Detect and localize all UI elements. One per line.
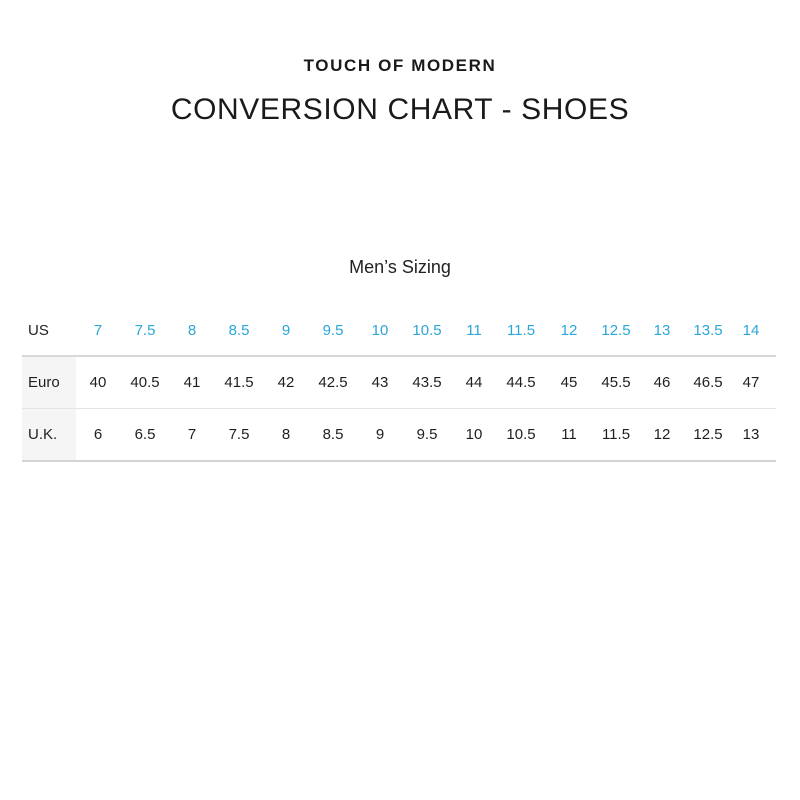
us-size-cell: 9.5 (322, 321, 344, 339)
row-label-uk: U.K. (22, 409, 76, 460)
euro-size-cell: 41.5 (224, 374, 254, 391)
us-size-cell: 13.5 (693, 321, 723, 339)
uk-size-cell: 8 (281, 426, 291, 443)
uk-size-cell: 13 (742, 426, 760, 443)
euro-size-cell: 42.5 (318, 374, 348, 391)
uk-size-cell: 12.5 (693, 426, 723, 443)
uk-size-cell: 7 (187, 426, 197, 443)
us-size-cell: 14 (742, 321, 760, 339)
euro-size-cell: 44 (465, 374, 483, 391)
row-label-euro: Euro (22, 357, 76, 408)
euro-size-cell: 40.5 (130, 374, 160, 391)
uk-size-cell: 9 (375, 426, 385, 443)
us-size-row (22, 305, 776, 357)
uk-size-cell: 11.5 (601, 426, 631, 443)
uk-size-cell: 10.5 (506, 426, 536, 443)
euro-size-cell: 46.5 (693, 374, 723, 391)
table-subtitle: Men’s Sizing (349, 257, 451, 277)
us-size-cell: 10.5 (412, 321, 442, 339)
euro-size-cell: 45 (560, 374, 578, 391)
us-size-cell: 11.5 (506, 321, 536, 339)
us-size-cell: 12 (560, 321, 578, 339)
euro-size-row (22, 357, 776, 409)
us-size-cell: 12.5 (601, 321, 631, 339)
us-size-cell: 7.5 (134, 321, 156, 339)
euro-size-cell: 47 (742, 374, 760, 391)
us-size-cell: 10 (371, 321, 389, 339)
euro-size-cell: 45.5 (601, 374, 631, 391)
uk-size-cell: 9.5 (416, 426, 438, 443)
us-size-cell: 8.5 (228, 321, 250, 339)
uk-size-cell: 11 (561, 426, 577, 443)
uk-size-cell: 10 (465, 426, 483, 443)
us-size-cell: 7 (93, 321, 103, 339)
uk-size-cell: 7.5 (228, 426, 250, 443)
size-conversion-table (22, 305, 776, 462)
brand-logo: TOUCH OF MODERN (303, 56, 497, 75)
uk-size-row (22, 409, 776, 462)
us-size-cell: 9 (281, 321, 291, 339)
euro-size-cell: 42 (277, 374, 295, 391)
euro-size-cell: 43 (371, 374, 389, 391)
uk-size-cell: 12 (653, 426, 671, 443)
page-title: CONVERSION CHART - SHOES (170, 93, 630, 126)
uk-size-cell: 8.5 (322, 426, 344, 443)
uk-size-cell: 6 (93, 426, 103, 443)
us-size-cells (76, 305, 776, 355)
euro-size-cells (76, 357, 776, 408)
uk-size-cells (76, 409, 776, 460)
row-label-us: US (28, 321, 49, 339)
euro-size-cell: 40 (89, 374, 107, 391)
us-size-cell: 11 (466, 321, 482, 339)
us-size-cell: 8 (187, 321, 197, 339)
euro-size-cell: 44.5 (506, 374, 536, 391)
us-size-cell: 13 (653, 321, 671, 339)
euro-size-cell: 43.5 (412, 374, 442, 391)
uk-size-cell: 6.5 (134, 426, 156, 443)
euro-size-cell: 41 (183, 374, 201, 391)
euro-size-cell: 46 (653, 374, 671, 391)
